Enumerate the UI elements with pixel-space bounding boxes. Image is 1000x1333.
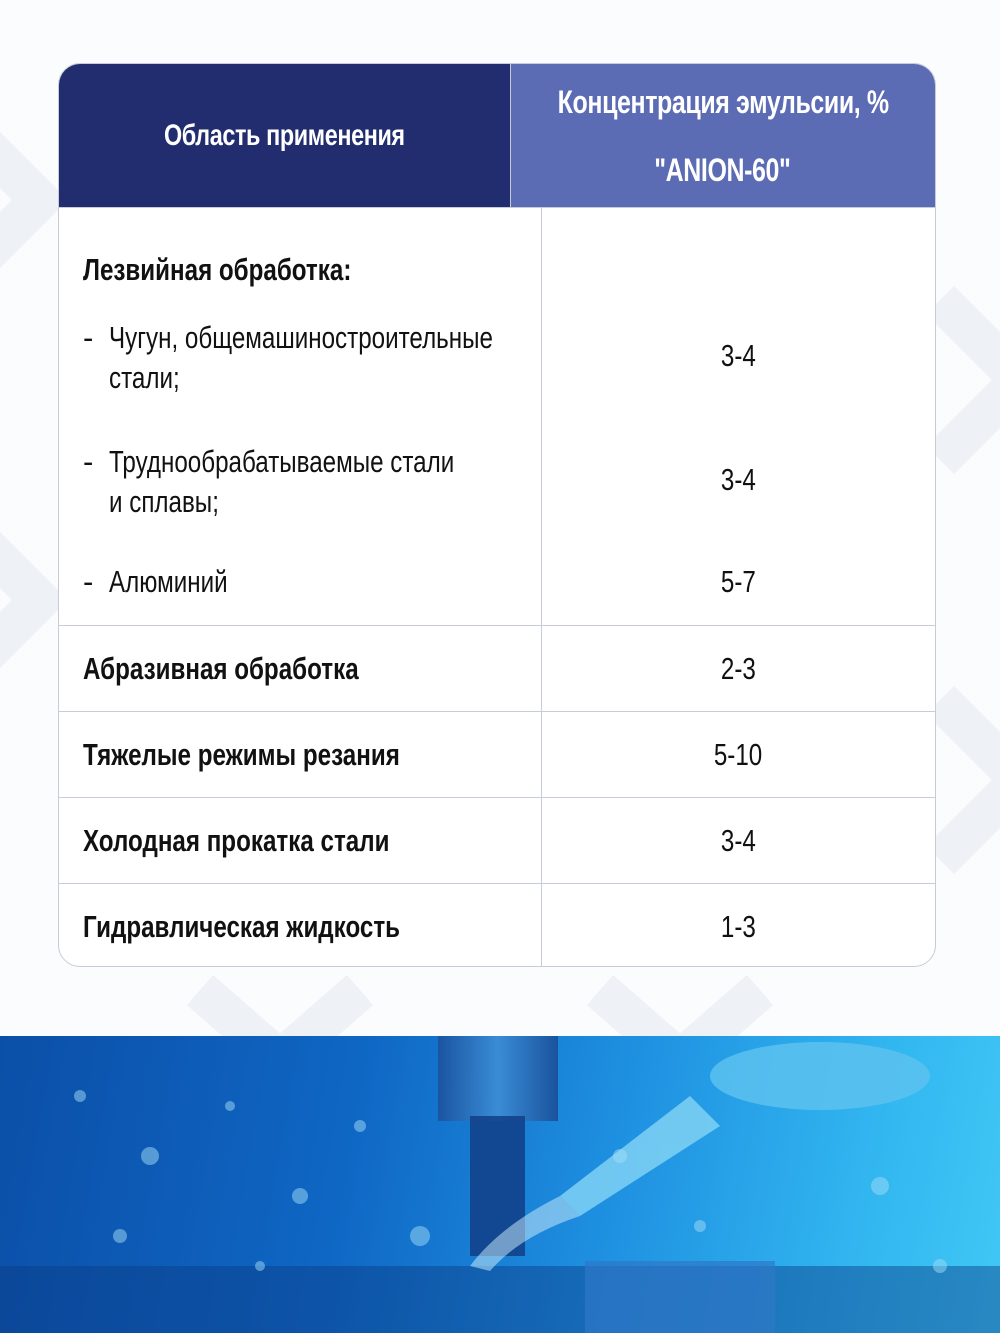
list-item: - Труднообрабатываемые стали и сплавы; bbox=[83, 444, 455, 519]
cnc-spindle-coolant-illustration bbox=[0, 1036, 1000, 1333]
machining-photo bbox=[0, 1036, 1000, 1333]
header-application-area: Область применения bbox=[59, 64, 510, 207]
value-aluminium: 5-7 bbox=[721, 564, 756, 599]
group-title: Лезвийная обработка: bbox=[83, 252, 352, 287]
table-row-group-blade bbox=[59, 207, 935, 625]
header-concentration bbox=[510, 64, 935, 207]
row-label: Тяжелые режимы резания bbox=[83, 736, 400, 772]
row-value: 1-3 bbox=[541, 884, 935, 967]
table-row bbox=[59, 625, 935, 711]
row-value: 5-10 bbox=[541, 712, 935, 797]
header-concentration-line1: Концентрация эмульсии, % bbox=[557, 83, 889, 120]
table-row bbox=[59, 883, 935, 967]
row-label: Холодная прокатка стали bbox=[83, 822, 390, 858]
list-item: - Алюминий bbox=[83, 564, 228, 599]
row-value: 2-3 bbox=[541, 626, 935, 711]
header-concentration-line2: "ANION-60" bbox=[654, 151, 791, 188]
value-cast-iron: 3-4 bbox=[721, 338, 756, 373]
table-header bbox=[59, 64, 935, 207]
row-label: Гидравлическая жидкость bbox=[83, 908, 401, 944]
value-hard-steels: 3-4 bbox=[721, 462, 756, 497]
list-item: - Чугун, общемашиностроительные стали; bbox=[83, 320, 493, 395]
table-row bbox=[59, 797, 935, 883]
concentration-table bbox=[58, 63, 936, 967]
row-label: Абразивная обработка bbox=[83, 650, 359, 686]
row-value: 3-4 bbox=[541, 798, 935, 883]
table-row bbox=[59, 711, 935, 797]
